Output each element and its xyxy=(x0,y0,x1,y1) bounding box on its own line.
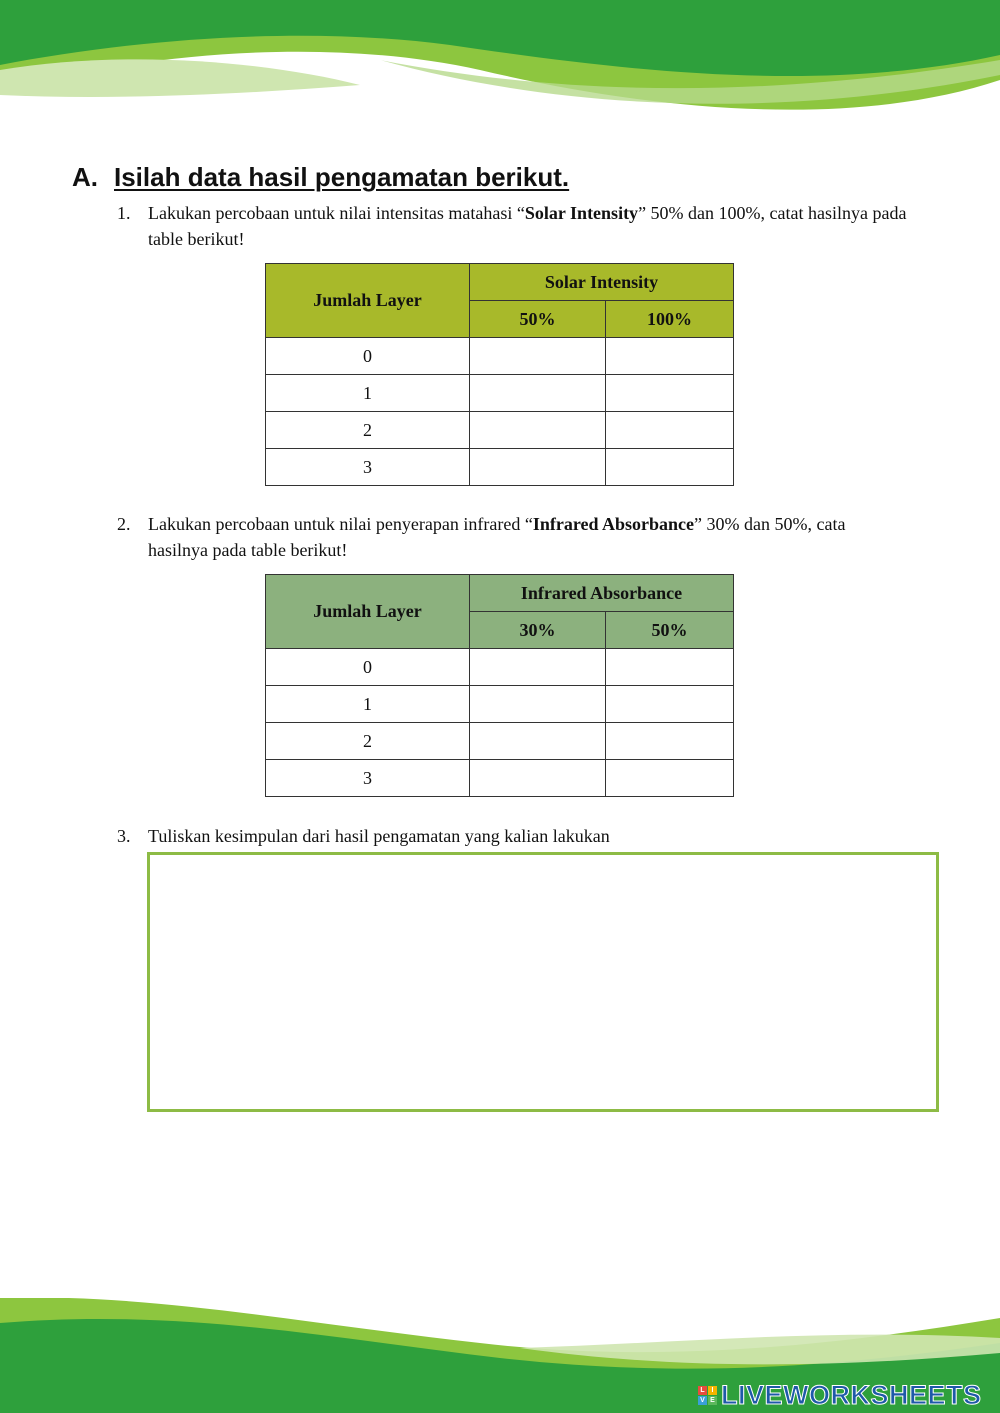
table-row xyxy=(266,375,734,412)
question-number: 2. xyxy=(117,514,131,534)
section-title: Isilah data hasil pengamatan berikut. xyxy=(114,162,570,192)
question-text-part: Lakukan percobaan untuk nilai penyerapan infrared “ xyxy=(148,514,533,534)
liveworksheets-logo-icon xyxy=(698,1386,717,1405)
layer-cell: 3 xyxy=(266,760,470,797)
table-row xyxy=(266,686,734,723)
question-emphasis: Solar Intensity xyxy=(524,203,639,223)
question-text-part: Lakukan percobaan untuk nilai intensitas matahasi “ xyxy=(148,203,525,223)
table-column-header: 30% xyxy=(470,612,606,649)
answer-cell[interactable] xyxy=(470,412,606,449)
table-row-header: Jumlah Layer xyxy=(266,575,470,649)
conclusion-answer-box[interactable] xyxy=(147,852,939,1112)
table-group-header: Solar Intensity xyxy=(470,264,734,301)
answer-cell[interactable] xyxy=(470,760,606,797)
answer-cell[interactable] xyxy=(606,375,734,412)
logo-letter: L xyxy=(698,1386,707,1395)
layer-cell: 1 xyxy=(266,686,470,723)
question-number: 1. xyxy=(117,203,131,223)
table-column-header: 50% xyxy=(470,301,606,338)
table-row xyxy=(266,723,734,760)
answer-cell[interactable] xyxy=(470,375,606,412)
question-number: 3. xyxy=(117,826,131,846)
layer-cell: 3 xyxy=(266,449,470,486)
answer-cell[interactable] xyxy=(606,686,734,723)
question-text-part: ” 50% dan 100%, catat hasilnya pada table berikut! xyxy=(148,203,907,249)
question-text-part: ” 30% dan 50%, cata hasilnya pada table berikut! xyxy=(148,514,846,560)
question-1 xyxy=(117,200,907,252)
answer-cell[interactable] xyxy=(470,649,606,686)
answer-cell[interactable] xyxy=(606,723,734,760)
layer-cell: 2 xyxy=(266,723,470,760)
question-3 xyxy=(117,823,907,849)
logo-letter: I xyxy=(708,1386,717,1395)
question-emphasis: Infrared Absorbance xyxy=(532,514,695,534)
answer-cell[interactable] xyxy=(470,723,606,760)
answer-cell[interactable] xyxy=(606,649,734,686)
table-row xyxy=(266,412,734,449)
layer-cell: 1 xyxy=(266,375,470,412)
answer-cell[interactable] xyxy=(606,338,734,375)
solar-intensity-table xyxy=(265,263,734,486)
table-row xyxy=(266,449,734,486)
table-group-header: Infrared Absorbance xyxy=(470,575,734,612)
question-text: Tuliskan kesimpulan dari hasil pengamatan yang kalian lakukan xyxy=(148,826,610,846)
answer-cell[interactable] xyxy=(470,686,606,723)
logo-letter: V xyxy=(698,1396,707,1405)
infrared-absorbance-table xyxy=(265,574,734,797)
table-row xyxy=(266,649,734,686)
answer-cell[interactable] xyxy=(606,412,734,449)
layer-cell: 2 xyxy=(266,412,470,449)
question-text xyxy=(148,200,907,252)
question-2 xyxy=(117,511,907,563)
brand-name: LIVEWORKSHEETS xyxy=(721,1380,982,1410)
header-wave-decoration xyxy=(0,0,1000,125)
answer-cell[interactable] xyxy=(470,449,606,486)
section-heading xyxy=(72,162,569,193)
table-row-header: Jumlah Layer xyxy=(266,264,470,338)
section-letter: A. xyxy=(72,162,98,192)
answer-cell[interactable] xyxy=(470,338,606,375)
layer-cell: 0 xyxy=(266,338,470,375)
logo-letter: E xyxy=(708,1396,717,1405)
table-column-header: 100% xyxy=(606,301,734,338)
table-row xyxy=(266,760,734,797)
table-column-header: 50% xyxy=(606,612,734,649)
liveworksheets-brand[interactable] xyxy=(698,1380,982,1411)
table-row xyxy=(266,338,734,375)
answer-cell[interactable] xyxy=(606,760,734,797)
layer-cell: 0 xyxy=(266,649,470,686)
question-text xyxy=(148,511,907,563)
answer-cell[interactable] xyxy=(606,449,734,486)
